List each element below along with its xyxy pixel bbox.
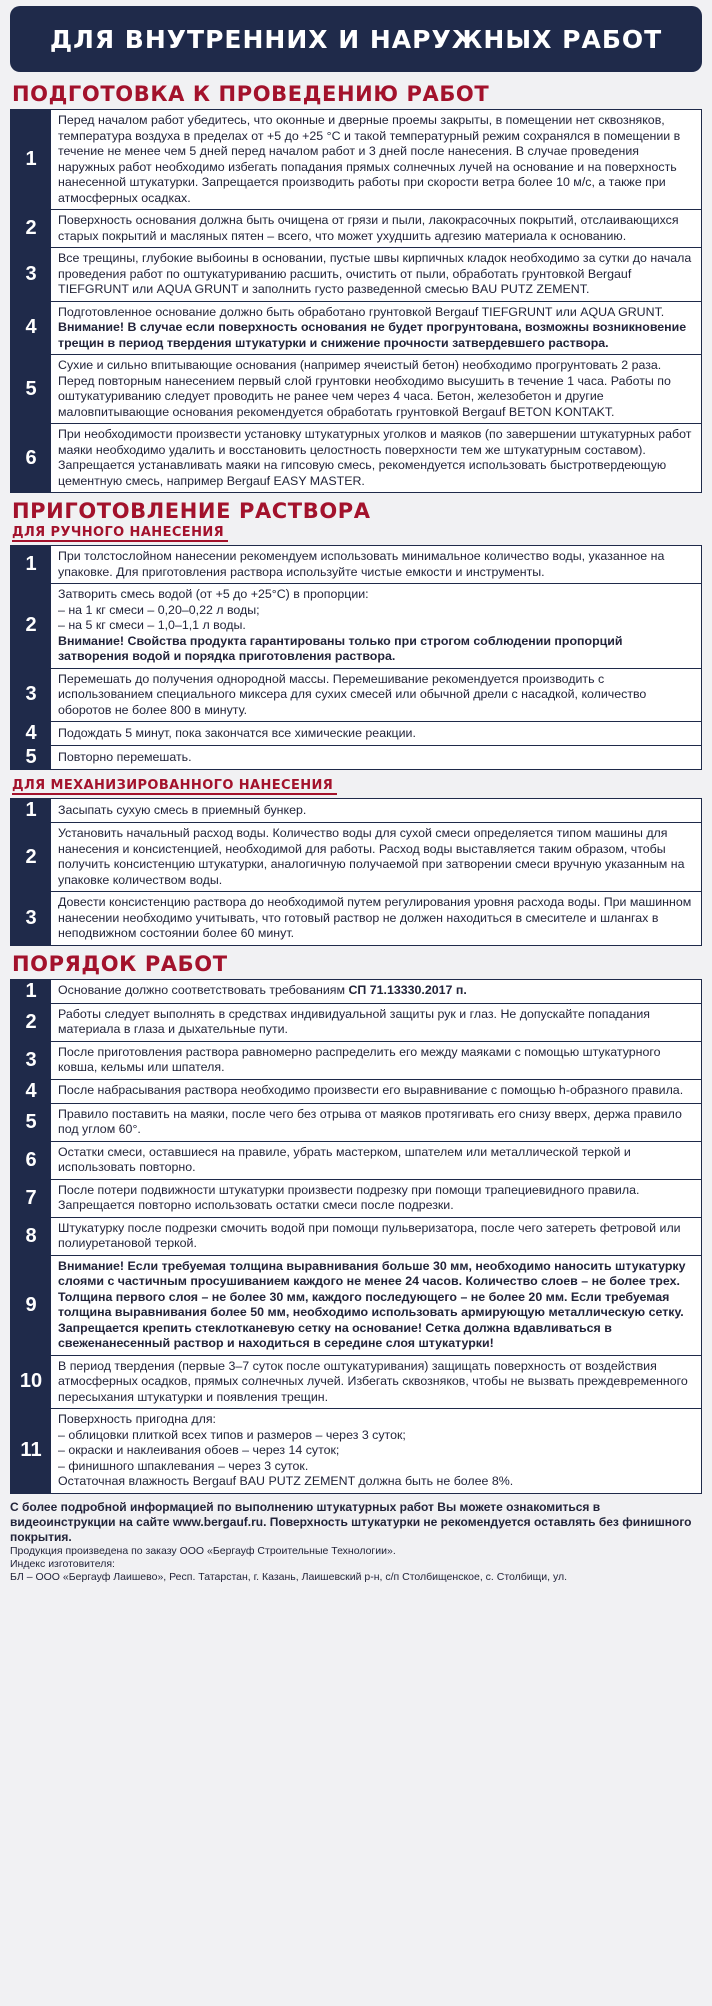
list-item	[11, 892, 701, 945]
video-instruction-note: С более подробной информацией по выполнению штукатурных работ Вы можете ознакомиться в видеоинструкции на сайте www.bergauf.ru. Поверхность штукатурки не рекомендуется оставлять без финишного покрытия.	[10, 1499, 692, 1544]
section-title-work-order: ПОРЯДОК РАБОТ	[12, 951, 228, 976]
step-text: Работы следует выполнять в средствах индивидуальной защиты рук и глаз. Не допускайте попадания материала в глаза и дыхательные пути.	[58, 1006, 650, 1036]
list-item	[11, 424, 701, 492]
step-text: В период твердения (первые 3–7 суток после оштукатуривания) защищать поверхность от воздействия атмосферных осадков, прямых солнечных лучей. Избегать сквозняков, чтобы не вызвать преждевременного пересыхания штукатурки и появления трещин.	[58, 1358, 688, 1404]
package-instructions	[0, 6, 712, 2006]
list-item	[11, 1356, 701, 1410]
list-item	[11, 746, 701, 769]
step-text: Перемешать до получения однородной массы. Перемешивание рекомендуется производить с использованием специального миксера для сухих смесей или обычной дрели с насадкой, количество оборотов не более 800 в минуту.	[58, 671, 647, 717]
manual-mix-list	[10, 545, 702, 770]
list-item	[11, 355, 701, 424]
step-text: Подождать 5 минут, пока закончатся все химические реакции.	[58, 725, 416, 740]
section-title-mix: ПРИГОТОВЛЕНИЕ РАСТВОРА	[12, 499, 371, 523]
step-number: 1	[11, 980, 51, 1003]
step-number: 3	[11, 1042, 51, 1079]
producer-info: Продукция произведена по заказу ООО «Бергауф Строительные Технологии».	[10, 1544, 396, 1557]
step-number: 11	[11, 1409, 51, 1493]
step-number: 1	[11, 110, 51, 209]
step-text: Правило поставить на маяки, после чего без отрыва от маяков протягивать его снизу вверх, держа правило под углом 60°.	[58, 1106, 682, 1136]
list-item	[11, 823, 701, 892]
warning-text: Внимание! В случае если поверхность основания не будет прогрунтована, возможны возникновение трещин в период твердения штукатурки и снижение прочности затвердевшего раствора.	[58, 320, 687, 350]
step-text: После набрасывания раствора необходимо произвести его выравнивание с помощью h-образного правила.	[58, 1083, 684, 1098]
step-text: При необходимости произвести установку штукатурных уголков и маяков (по завершении штукатурных работ маяки необходимо удалить и восстановить целостность поверхности тем же штукатурным составом). Запрещается устанавливать маяки на гипсовую смесь, рекомендуется использовать быстротвердеющую цементную смесь, например Bergauf EASY MASTER.	[58, 427, 692, 488]
step-text: Поверхность пригодна для: – облицовки плиткой всех типов и размеров – через 3 суток; – окраски и наклеивания обоев – через 14 суток; – финишного шпаклевания – через 3 суток. Остаточная влажность Bergauf BAU PUTZ ZEMENT должна быть не более 8%.	[58, 1412, 514, 1488]
application-banner: ДЛЯ ВНУТРЕННИХ И НАРУЖНЫХ РАБОТ	[10, 6, 702, 72]
step-text: После потери подвижности штукатурки произвести подрезку при помощи трапециевидного правила. Запрещается повторно использовать остатки смеси после подрезки.	[58, 1182, 640, 1212]
list-item	[11, 584, 701, 669]
step-text: Поверхность основания должна быть очищена от грязи и пыли, лакокрасочных покрытий, отслаивающихся старых покрытий и масляных пятен – всего, что может ухудшить адгезию материала к основанию.	[58, 213, 679, 243]
step-number: 6	[11, 1142, 51, 1179]
step-number: 2	[11, 1004, 51, 1041]
step-text: Затворить смесь водой (от +5 до +25°С) в пропорции: – на 1 кг смеси – 0,20–0,22 л воды; – на 5 кг смеси – 1,0–1,1 л воды. Внимание! Свойства продукта гарантированы только при строгом соблюдении пропорций затворения водой и порядка приготовления раствора.	[51, 584, 701, 668]
list-item	[11, 722, 701, 746]
step-number: 3	[11, 892, 51, 945]
preparation-list	[10, 109, 702, 493]
step-number: 9	[11, 1256, 51, 1355]
step-number: 8	[11, 1218, 51, 1255]
mechanized-mix-list	[10, 798, 702, 946]
step-number: 1	[11, 799, 51, 822]
list-item	[11, 248, 701, 302]
subsection-title-manual: ДЛЯ РУЧНОГО НАНЕСЕНИЯ	[12, 525, 228, 542]
step-text: Подготовленное основание должно быть обработано грунтовкой Bergauf TIEFGRUNT или AQUA GRUNT. Внимание! В случае если поверхность основания не будет прогрунтована, возможны возникновение трещин в период твердения штукатурки и снижение прочности затвердевшего раствора.	[58, 304, 687, 350]
footer	[10, 1500, 702, 1584]
step-text: После приготовления раствора равномерно распределить его между маяками с помощью штукатурного ковша, кельмы или шпателя.	[58, 1044, 661, 1074]
list-item	[11, 1104, 701, 1142]
step-number: 5	[11, 355, 51, 423]
subsection-title-mechanized: ДЛЯ МЕХАНИЗИРОВАННОГО НАНЕСЕНИЯ	[12, 778, 337, 795]
list-item	[11, 799, 701, 823]
step-text: Все трещины, глубокие выбоины в основании, пустые швы кирпичных кладок необходимо за сутки до начала проведения работ по оштукатуриванию расшить, очистить от пыли, обработать грунтовкой Bergauf TIEFGRUNT или AQUA GRUNT и заполнить густо разведенной смесью BAU PUTZ ZEMENT.	[58, 251, 692, 296]
manufacturer-address: БЛ – ООО «Бергауф Лаишево», Респ. Татарстан, г. Казань, Лаишевский р-н, с/п Столбищенское, с. Столбищи, ул.	[10, 1570, 568, 1583]
step-text: Повторно перемешать.	[58, 749, 192, 764]
list-item	[11, 546, 701, 584]
list-item	[11, 1042, 701, 1080]
step-text: Довести консистенцию раствора до необходимой путем регулирования уровня расхода воды. При машинном нанесении необходимо учитывать, что готовый раствор не должен находиться в смесителе и шлангах в неподвижном состоянии более 60 минут.	[58, 895, 692, 940]
step-text: При толстослойном нанесении рекомендуем использовать минимальное количество воды, указанное на упаковке. Для приготовления раствора используйте чистые емкости и инструменты.	[58, 549, 665, 579]
step-text: Перед началом работ убедитесь, что оконные и дверные проемы закрыты, в помещении нет сквозняков, температура воздуха в пределах от +5 до +25 °С и такой температурный режим сохранялся в помещении в течение не менее чем 5 дней перед началом работ и 3 дней после нанесения. В случае проведения наружных работ необходимо избегать попадания прямых солнечных лучей на основание и на поверхность нанесенной штукатурки. Запрещается производить работы при скорости ветра более 10 м/с, а также при атмосферных осадках.	[58, 113, 681, 205]
step-number: 3	[11, 669, 51, 722]
step-number: 1	[11, 546, 51, 583]
standard-reference: СП 71.13330.2017 п.	[348, 983, 467, 998]
list-item	[11, 1409, 701, 1493]
step-number: 2	[11, 823, 51, 891]
list-item	[11, 1180, 701, 1218]
list-item	[11, 210, 701, 248]
list-item	[11, 669, 701, 723]
step-number: 5	[11, 1104, 51, 1141]
warning-text: Внимание! Свойства продукта гарантированы только при строгом соблюдении пропорций затворения водой и порядка приготовления раствора.	[58, 633, 623, 663]
step-number: 6	[11, 424, 51, 492]
list-item	[11, 980, 701, 1004]
step-number: 10	[11, 1356, 51, 1409]
work-order-list	[10, 979, 702, 1494]
step-number: 2	[11, 584, 51, 668]
list-item	[11, 302, 701, 356]
step-number: 4	[11, 722, 51, 745]
step-text: Установить начальный расход воды. Количество воды для сухой смеси определяется типом машины для нанесения и консистенцией, необходимой для работы. Расход воды выставляется таким образом, чтобы получить консистенцию штукатурки, аналогичную получаемой при затворении смеси вручную указанным на упаковке количеством воды.	[58, 826, 685, 887]
step-number: 5	[11, 746, 51, 769]
manufacturer-index-label: Индекс изготовителя:	[10, 1557, 115, 1570]
list-item	[11, 1218, 701, 1256]
list-item	[11, 1004, 701, 1042]
warning-text: Внимание! Если требуемая толщина выравнивания больше 30 мм, необходимо наносить штукатурку слоями с частичным просушиванием каждого не менее 24 часов. Количество слоев – не более трех. Толщина первого слоя – не более 30 мм, каждого последующего – не более 20 мм. Если требуемая толщина выравнивания более 50 мм, необходимо использовать армирующую металлическую сетку. Запрещается крепить стеклотканевую сетку на основание! Сетка должна вдавливаться в свеженанесенный раствор и находиться в середине слоя штукатурки!	[58, 1258, 686, 1350]
section-title-preparation: ПОДГОТОВКА К ПРОВЕДЕНИЮ РАБОТ	[12, 82, 490, 106]
step-text: Засыпать сухую смесь в приемный бункер.	[58, 802, 307, 817]
list-item	[11, 110, 701, 210]
list-item	[11, 1142, 701, 1180]
step-text: Основание должно соответствовать требованиям СП 71.13330.2017 п.	[58, 983, 467, 998]
step-text: Остатки смеси, оставшиеся на правиле, убрать мастерком, шпателем или металлической теркой и использовать повторно.	[58, 1144, 631, 1174]
step-text	[51, 1256, 701, 1355]
step-number: 2	[11, 210, 51, 247]
step-number: 3	[11, 248, 51, 301]
list-item	[11, 1080, 701, 1104]
step-number: 7	[11, 1180, 51, 1217]
list-item	[11, 1256, 701, 1356]
step-number: 4	[11, 1080, 51, 1103]
step-text: Сухие и сильно впитывающие основания (например ячеистый бетон) необходимо прогрунтовать 2 раза. Перед повторным нанесением первый слой грунтовки необходимо высушить в течение 1 часа. Работы по оштукатуриванию следует проводить не ранее чем через 4 часа. Бетон, железобетон и другие маловпитывающие основания рекомендуется обработать грунтовкой Bergauf BETON KONTAKT.	[58, 358, 671, 419]
step-number: 4	[11, 302, 51, 355]
step-text: Штукатурку после подрезки смочить водой при помощи пульверизатора, после чего затереть фетровой или полиуретановой теркой.	[58, 1220, 681, 1250]
